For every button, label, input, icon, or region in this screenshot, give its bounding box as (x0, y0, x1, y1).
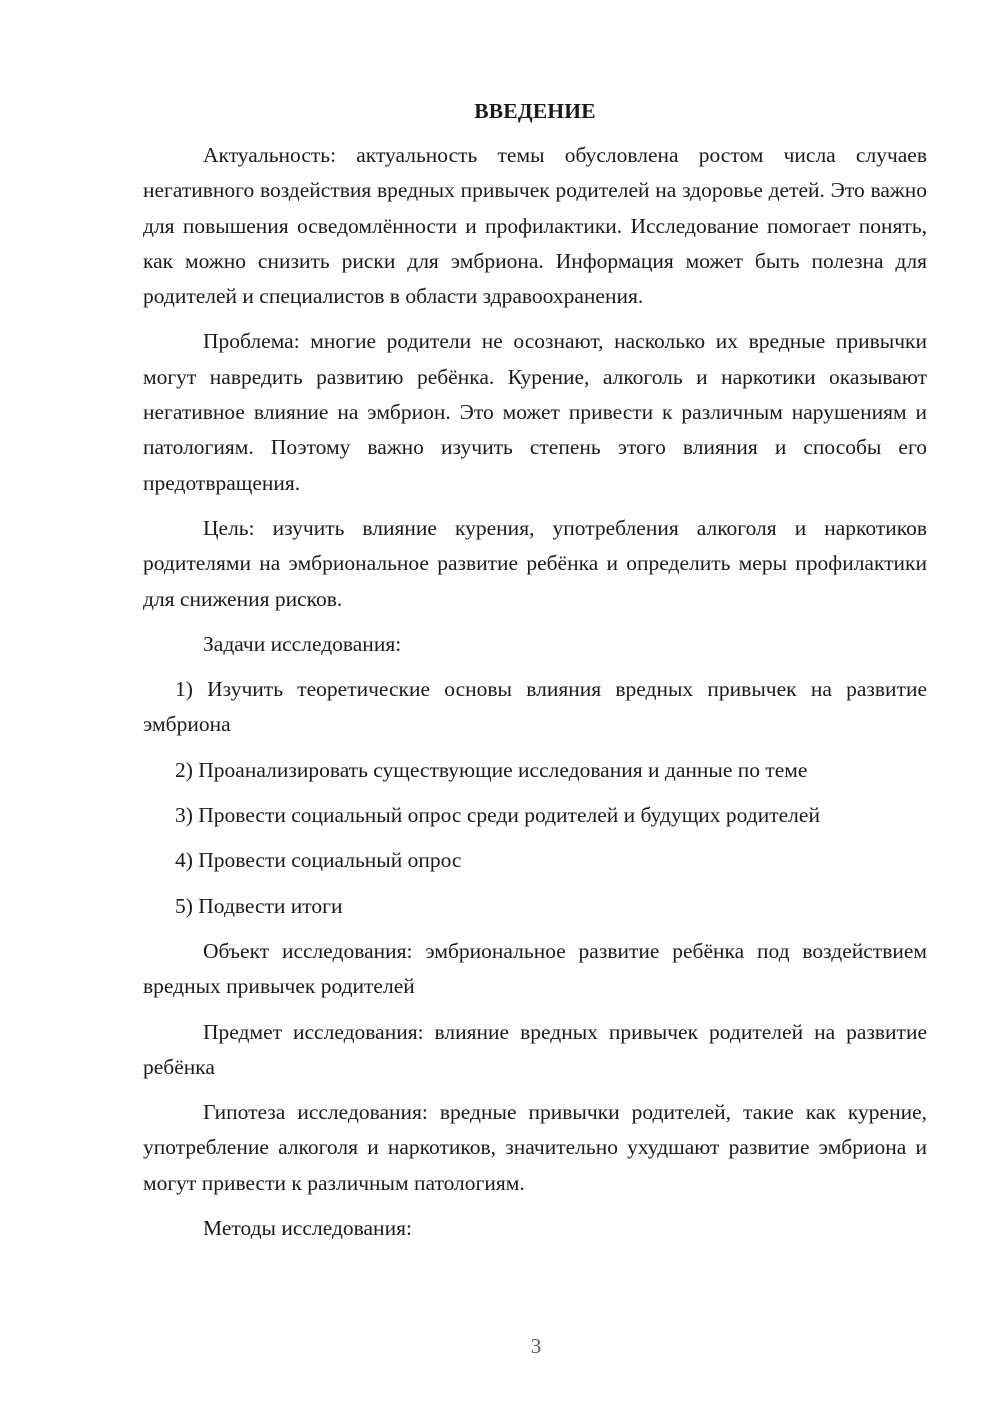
task-item: 1) Изучить теоретические основы влияния вредных привычек на развитие эмбриона (143, 677, 927, 737)
hypothesis-paragraph: Гипотеза исследования: вредные привычки родителей, такие как курение, употребление алкоголя и наркотиков, значительно ухудшают развитие эмбриона и могут привести к различным патологиям. (143, 1100, 927, 1195)
object-paragraph: Объект исследования: эмбриональное развитие ребёнка под воздействием вредных привычек родителей (143, 938, 927, 999)
task-item: 3) Провести социальный опрос среди родителей и будущих родителей (175, 803, 820, 828)
task-item: 2) Проанализировать существующие исследования и данные по теме (175, 757, 808, 782)
methods-paragraph: Методы исследования: (203, 1216, 412, 1241)
task-item: 4) Провести социальный опрос (175, 848, 462, 873)
page-title: ВВЕДЕНИЕ (474, 99, 596, 123)
tasks-intro: Задачи исследования: (203, 631, 402, 656)
subject-paragraph: Предмет исследования: влияние вредных привычек родителей на развитие ребёнка (143, 1019, 927, 1079)
tasks-list (143, 672, 927, 924)
relevance-paragraph: Актуальность: актуальность темы обусловлена ростом числа случаев негативного воздействия вредных привычек родителей на здоровье детей. Это важно для повышения осведомлённости и профилактики. Исследование помогает понять, как можно снизить риски для эмбриона. Информация может быть полезна для родителей и специалистов в области здравоохранения. (143, 143, 927, 309)
problem-paragraph: Проблема: многие родители не осознают, насколько их вредные привычки могут навредить развитию ребёнка. Курение, алкоголь и наркотики оказывают негативное влияние на эмбрион. Это может привести к различным нарушениям и патологиям. Поэтому важно изучить степень этого влияния и способы его предотвращения. (143, 329, 927, 495)
goal-paragraph: Цель: изучить влияние курения, употребления алкоголя и наркотиков родителями на эмбриональное развитие ребёнка и определить меры профилактики для снижения рисков. (143, 515, 927, 611)
document-page (143, 96, 927, 1256)
page-number: 3 (530, 1334, 542, 1358)
task-item: 5) Подвести итоги (175, 893, 343, 918)
